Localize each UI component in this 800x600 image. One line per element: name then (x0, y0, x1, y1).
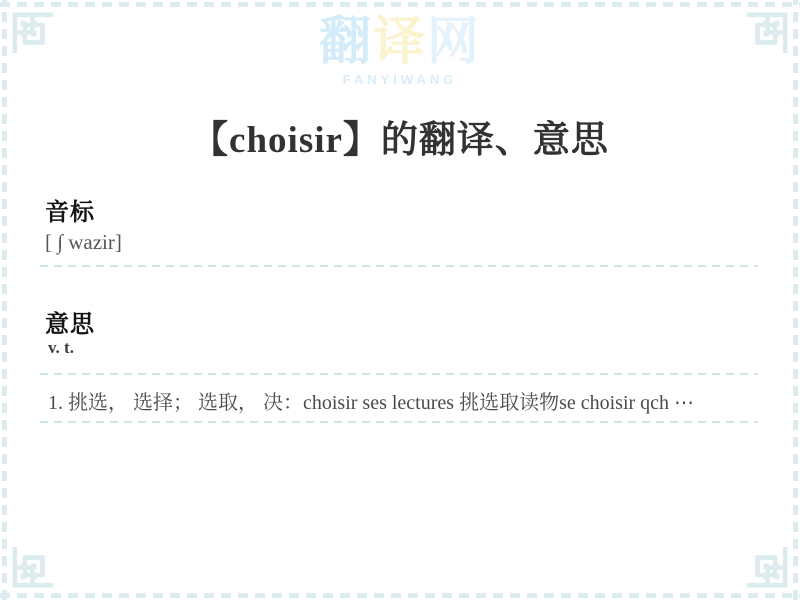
page-title: 【choisir】的翻译、意思 (191, 119, 609, 161)
site-logo-latin-name: FANYIWANG (342, 72, 458, 87)
section-divider (40, 373, 758, 375)
frame-border-right (793, 0, 798, 600)
site-logo[interactable] (0, 14, 800, 87)
section-divider (40, 265, 758, 267)
section-divider (40, 421, 758, 423)
meaning-section-heading: 意思 (45, 311, 95, 338)
frame-border-top (0, 2, 800, 7)
definition-item: 1. 挑选， 选择； 选取， 决：choisir ses lectures 挑选取读物se choisir qch ⋯ (48, 392, 695, 414)
frame-border-bottom (0, 593, 800, 598)
logo-char: 网 (427, 13, 482, 71)
corner-ornament-icon (747, 547, 793, 593)
frame-border-left (2, 0, 7, 600)
phonetic-section-heading: 音标 (45, 199, 95, 226)
logo-char: 译 (372, 13, 427, 71)
part-of-speech-label: v. t. (48, 338, 74, 357)
corner-ornament-icon (7, 547, 53, 593)
logo-char: 翻 (318, 13, 373, 71)
site-logo-characters (0, 14, 800, 70)
phonetic-value: [ ∫ wazir] (45, 230, 122, 254)
